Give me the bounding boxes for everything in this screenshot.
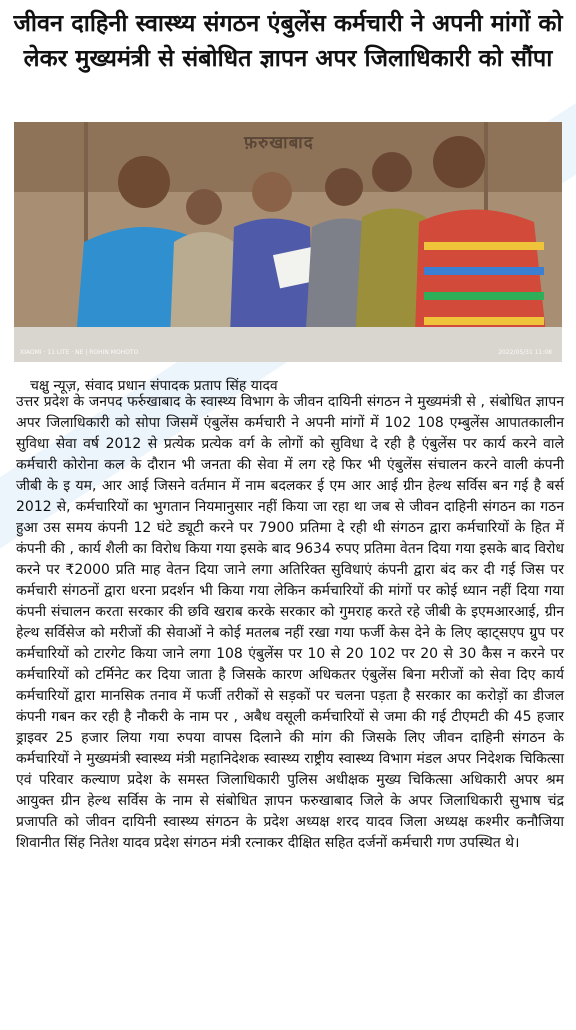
photo-watermark-right: 2022/05/31 11:08 [498, 349, 552, 356]
photo-signboard: फ़रुखाबाद [244, 133, 314, 153]
byline: चक्षु न्यूज़, संवाद प्रधान संपादक प्रताप सिंह यादव [30, 378, 278, 394]
photo-watermark-left: XIAOMI · 11 LITE · NE | ROHIN MOHOTO [20, 349, 139, 356]
article-paragraph: उत्तर प्रदेश के जनपद फर्रुखाबाद के स्वास्थ्य विभाग के जीवन दायिनी संगठन ने मुख्यमंत्री से , संबोधित ज्ञापन अपर जिलाधिकारी को सोपा जिसमें एंबुलेंस कर्मचारी ने अपनी मांगों में 102 108 एम्बुलेंस आपातकालीन सुविधा सेवा वर्ष 2012 से प्रत्येक प्रत्येक वर्ग के लोगों को सुविधा दे रही है एंबुलेंस पर कार्य करने वाले कर्मचारी कोरोना कल के दौरान भी जनता की सेवा में लग रहे फिर भी एंबुलेंस संचालन करने वाली कंपनी जीबी के इ यम, आर आई जिसने वर्तमान में नाम बदलकर ई एम आर आई ग्रीन हेल्थ सर्विस बन गई है बर्स 2012 से, कर्मचारियों का भुगतान नियमानुसार नहीं किया जा रहा था जब से जीवन दाहिनी संगठन का गठन हुआ उस समय कंपनी 12 घंटे ड्यूटी करने पर 7900 प्रतिमा दे रही थी संगठन द्वारा कर्मचारियों के हित में कंपनी की , कार्य शैली का विरोध किया गया इसके बाद 9634 रुपए प्रतिमा वेतन दिया गया इसके बाद विरोध करने पर ₹2000 प्रति माह वेतन दिया जाने लगा अतिरिक्त सुविधाएं कंपनी द्वारा बंद कर दी गई जिस पर कर्मचारी संगठनों द्वारा धरना प्रदर्शन भी किया गया लेकिन कर्मचारियों की मांगों पर कोई ध्यान नहीं दिया गया कंपनी संचालन करता सरकार की छवि खराब करके सरकार को गुमराह करते रहे जीबी के इएमआरआई, ग्रीन हेल्थ सर्विसेज को मरीजों की सेवाओं ने कोई मतलब नहीं रखा गया फर्जी केस देने के लिए व्हाट्सएप ग्रुप पर कर्मचारियों को टारगेट किया जाने लगा 108 एंबुलेंस पर 10 से 20 102 पर 20 से 30 कैस न करने पर कर्मचारियों को टर्मिनेट कर दिया जाता है जिसके कारण अधिकतर एंबुलेंस बिना मरीजों को सेवा दिए कार्य कर्मचारियों द्वारा मानसिक तनाव में फर्जी तरीकों से सड़कों पर चलना पड़ता है सरकार का करोड़ों का डीजल कंपनी गबन कर रही है नौकरी के नाम पर , अबैध वसूली कर्मचारियों से जमा की गई टीएमटी की 45 हजार ड्राइवर 25 हजार लिया गया रुपया वापस दिलाने की मांग की जिसके लिए जीवन दाहिनी संगठन के कर्मचारियों ने मुख्यमंत्री स्वास्थ्य मंत्री महानिदेशक स्वास्थ्य राष्ट्रीय स्वास्थ्य विभाग मंडल अपर निदेशक चिकित्सा एवं परिवार कल्याण प्रदेश के समस्त जिलाधिकारी पुलिस अधीक्षक मुख्य चिकित्सा अधिकारी अपर श्रम आयुक्त ग्रीन हेल्थ सर्विस के नाम से संबोधित ज्ञापन फरुखाबाद जिले के अपर जिलाधिकारी सुभाष चंद्र प्रजापति को जीवन दायिनी स्वास्थ्य संगठन के प्रदेश अध्यक्ष शरद यादव जिला अध्यक्ष कश्मीर कनौजिया शिवानीत सिंह नितेश यादव प्रदेश संगठन मंत्री रत्नाकर दीक्षित सहित दर्जनों कर्मचारी गण उपस्थित थे। [16, 394, 564, 851]
news-photo [14, 122, 562, 362]
photo-illustration [14, 122, 562, 362]
article-body [16, 392, 564, 854]
headline: जीवन दाहिनी स्वास्थ्य संगठन एंबुलेंस कर्मचारी ने अपनी मांगों को लेकर मुख्यमंत्री से संबोधित ज्ञापन अपर जिलाधिकारी को सौंपा [13, 9, 563, 72]
